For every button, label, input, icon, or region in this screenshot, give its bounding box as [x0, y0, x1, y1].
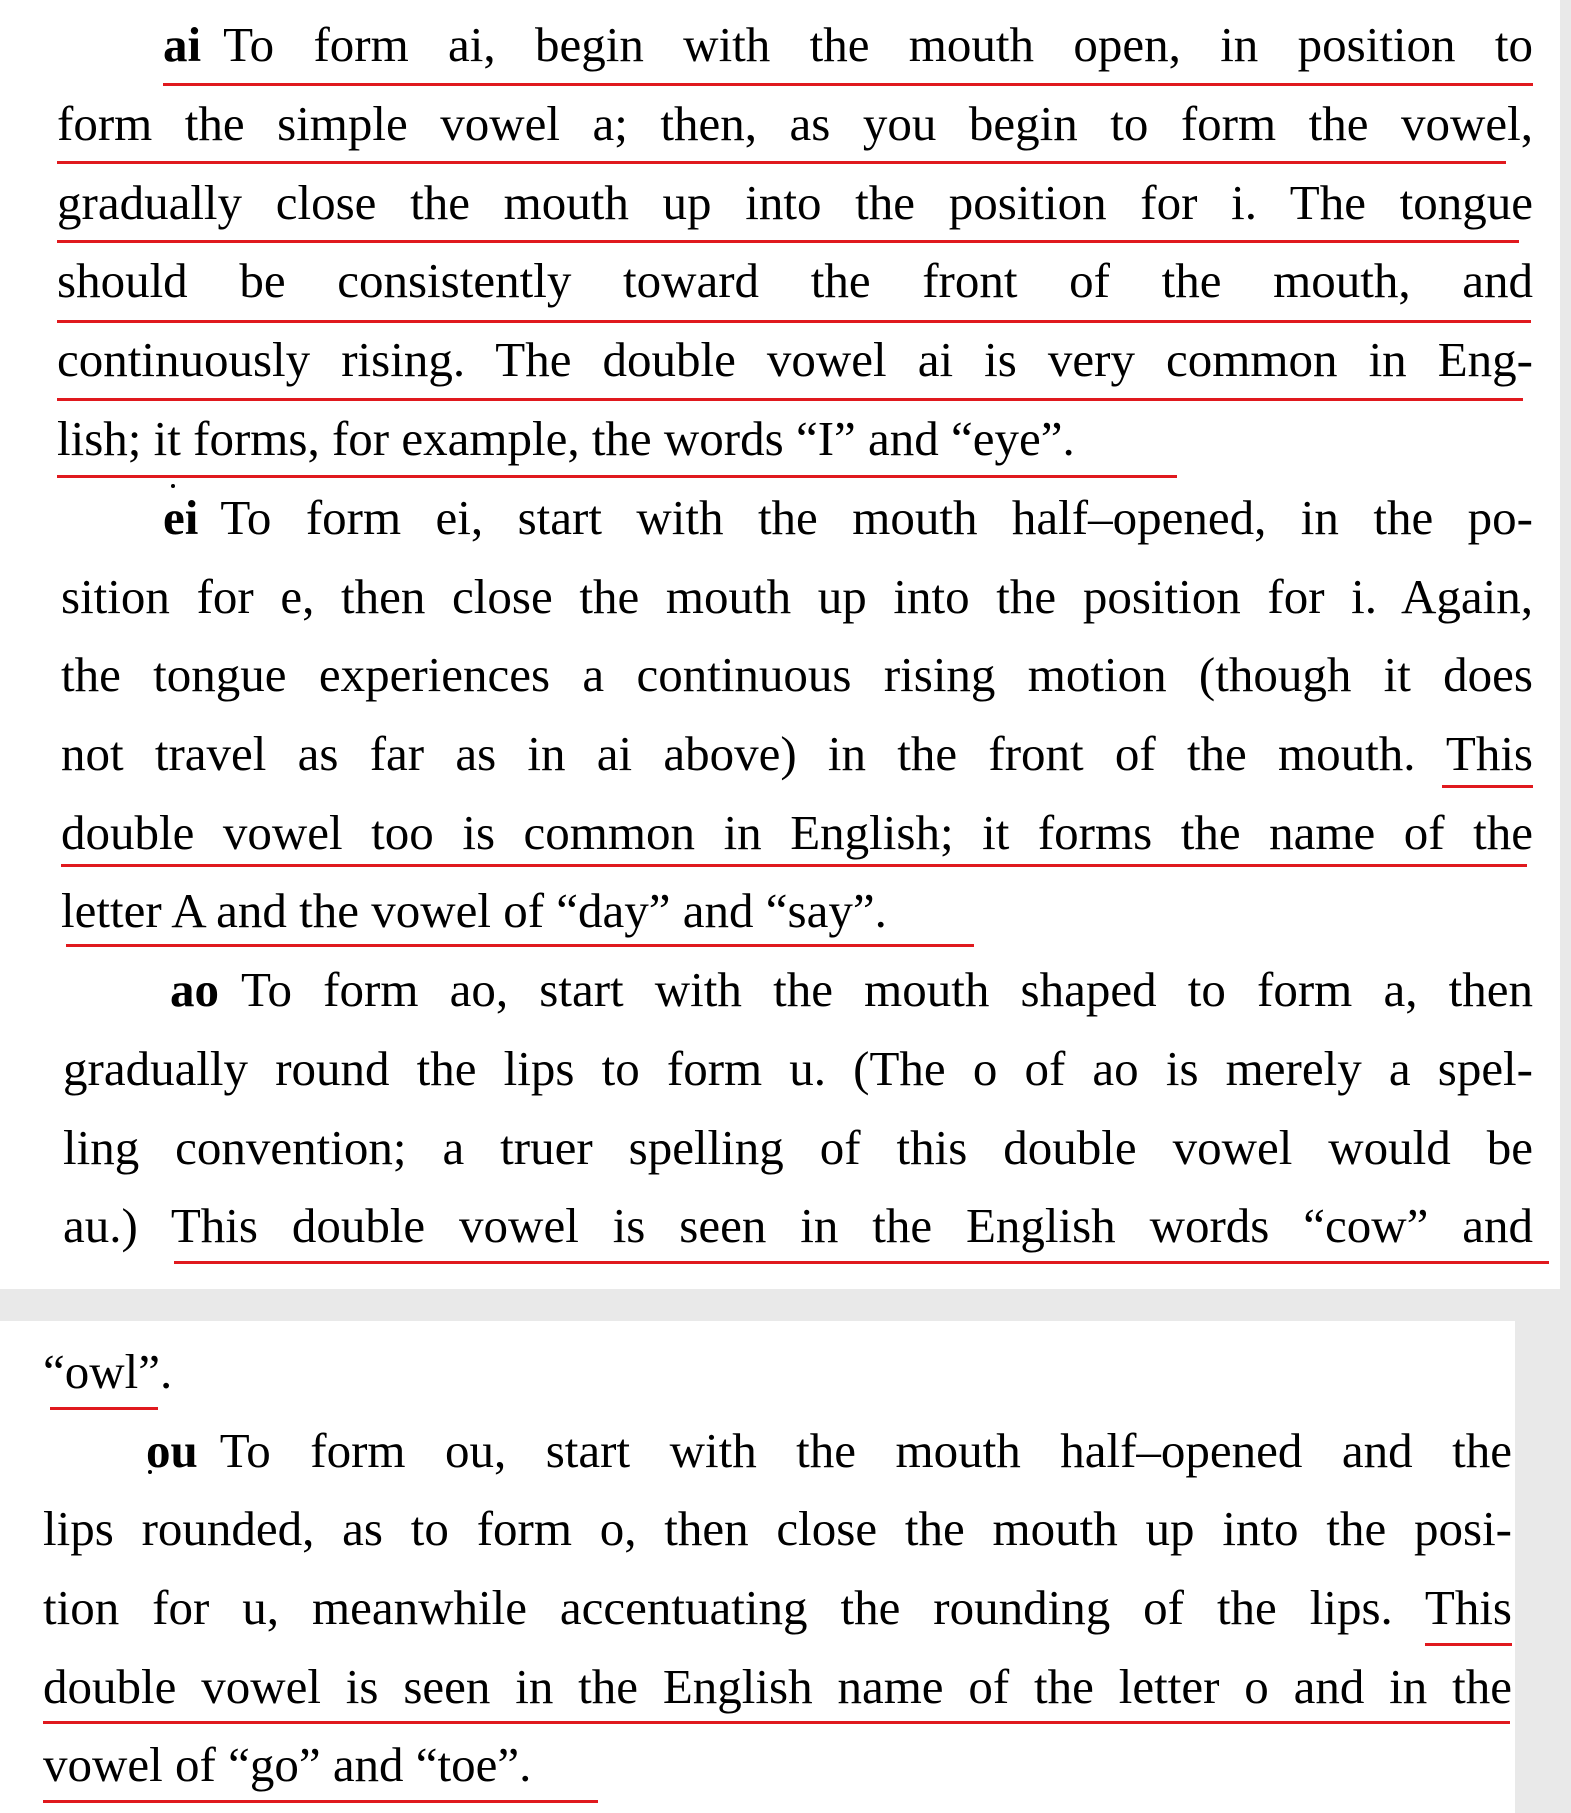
paragraph-ao-line-2: gradually round the lips to form u. (The o of ao is merely a spel- — [63, 1041, 1533, 1096]
paragraph-ei-line-2: sition for e, then close the mouth up into the position for i. Again, — [61, 569, 1533, 624]
highlight-underline — [57, 240, 1519, 243]
vowel-tag-ei: ei — [163, 490, 199, 545]
paragraph-ei-line-1: ei To form ei, start with the mouth half–opened, in the po- — [163, 490, 1533, 545]
highlight-underline — [174, 1261, 1549, 1264]
highlight-underline — [163, 83, 1533, 86]
highlight-underline — [57, 320, 1531, 323]
paragraph-ou-line-2: lips rounded, as to form o, then close the mouth up into the posi- — [43, 1501, 1512, 1556]
highlight-underline — [50, 1407, 158, 1410]
paragraph-ai-line-2: form the simple vowel a; then, as you begin to form the vowel, — [57, 96, 1533, 151]
paragraph-ai-line-5: continuously rising. The double vowel ai is very common in Eng- — [57, 332, 1533, 387]
paragraph-ao-line-1: ao To form ao, start with the mouth shaped to form a, then — [170, 962, 1533, 1017]
highlight-underline — [61, 864, 1527, 867]
paragraph-ei-line-5: double vowel too is common in English; it forms the name of the — [61, 805, 1533, 860]
vowel-tag-ai: ai — [163, 17, 202, 72]
paragraph-ei-line-4: not travel as far as in ai above) in the front of the mouth. This — [61, 726, 1533, 781]
highlight-underline — [57, 161, 1506, 164]
highlight-underline — [43, 1800, 598, 1803]
paragraph-ai-line-1: ai To form ai, begin with the mouth open, in position to — [163, 17, 1533, 72]
paragraph-ou-line-1: ou To form ou, start with the mouth half–opened and the — [146, 1423, 1512, 1478]
text-page-bottom — [0, 1321, 1515, 1813]
vowel-tag-ou: ou — [146, 1423, 198, 1478]
highlight-underline — [57, 475, 1177, 478]
paragraph-ei-line-6: letter A and the vowel of “day” and “say”. — [61, 883, 887, 938]
highlight-underline — [57, 398, 1523, 401]
vowel-tag-ao: ao — [170, 962, 219, 1017]
highlight-underline — [66, 944, 974, 947]
paragraph-ei-line-3: the tongue experiences a continuous rising motion (though it does — [61, 647, 1533, 702]
highlight-underline — [1425, 1643, 1512, 1646]
paragraph-ai-line-6: lish; it forms, for example, the words “I” and “eye”. — [57, 411, 1075, 466]
highlight-underline — [1442, 785, 1533, 788]
paragraph-ou-line-3: tion for u, meanwhile accentuating the rounding of the lips. This — [43, 1580, 1512, 1635]
highlight-underline — [43, 1721, 1510, 1724]
paragraph-ao-line-3: ling convention; a truer spelling of this double vowel would be — [63, 1120, 1533, 1175]
paragraph-ai-line-4: should be consistently toward the front of the mouth, and — [57, 253, 1533, 308]
paragraph-ai-line-3: gradually close the mouth up into the position for i. The tongue — [57, 175, 1533, 230]
paragraph-ou-line-4: double vowel is seen in the English name of the letter o and in the — [43, 1659, 1512, 1714]
paragraph-ao-line-5: “owl”. — [43, 1344, 173, 1399]
paragraph-ao-line-4: au.) This double vowel is seen in the English words “cow” and — [63, 1198, 1533, 1253]
paragraph-ou-line-5: vowel of “go” and “toe”. — [43, 1737, 532, 1792]
